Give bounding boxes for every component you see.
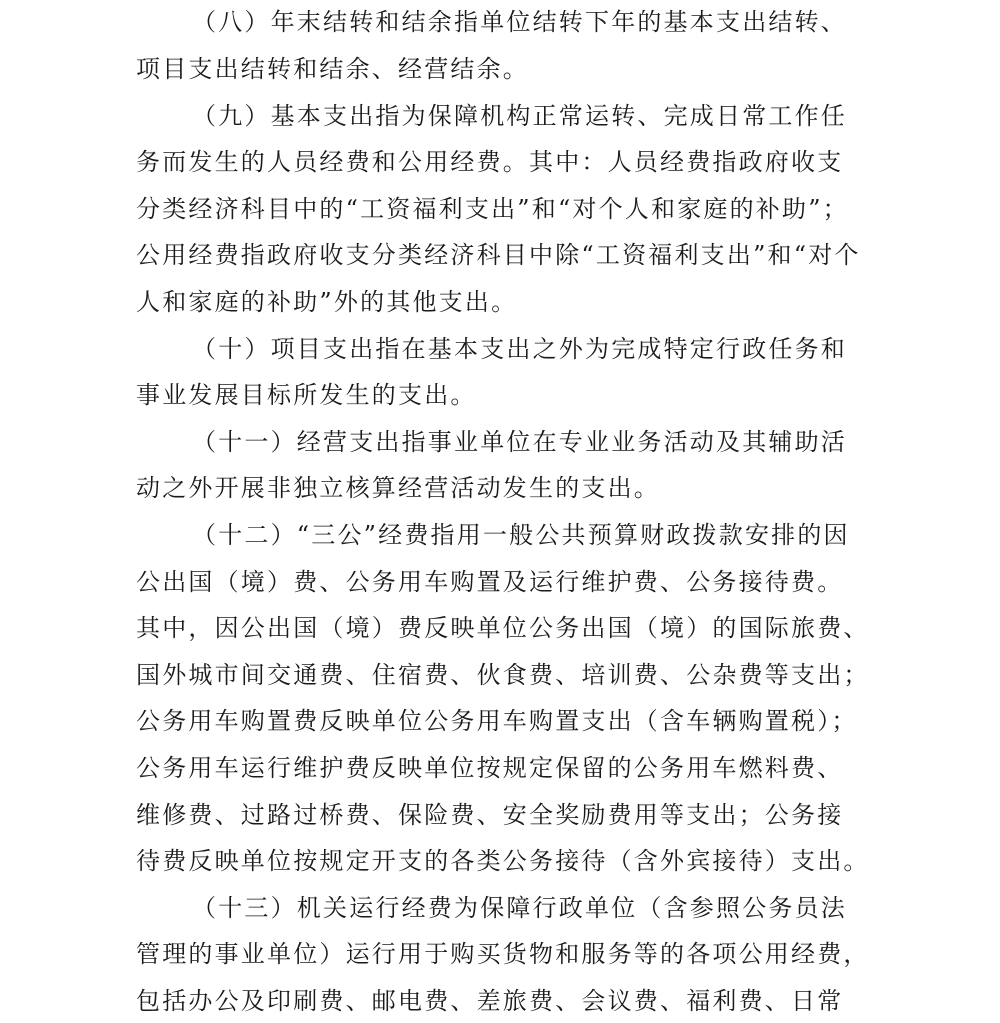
text-line: 务而发生的人员经费和公用经费。其中：人员经费指政府收支 — [136, 148, 844, 176]
text-line: 公用经费指政府收支分类经济科目中除“工资福利支出”和“对个 — [136, 241, 861, 269]
text-line: 公务用车运行维护费反映单位按规定保留的公务用车燃料费、 — [136, 754, 844, 782]
text-line: （十）项目支出指在基本支出之外为完成特定行政任务和 — [192, 335, 847, 363]
text-line: 公出国（境）费、公务用车购置及运行维护费、公务接待费。 — [136, 568, 844, 596]
text-line: 人和家庭的补助”外的其他支出。 — [136, 288, 518, 316]
text-line: 分类经济科目中的“工资福利支出”和“对个人和家庭的补助”； — [136, 195, 849, 223]
text-line: （九）基本支出指为保障机构正常运转、完成日常工作任 — [192, 102, 847, 130]
text-line: 事业发展目标所发生的支出。 — [136, 381, 477, 409]
text-line: 公务用车购置费反映单位公务用车购置支出（含车辆购置税）； — [136, 707, 858, 735]
text-line: （十一）经营支出指事业单位在专业业务活动及其辅助活 — [192, 428, 847, 456]
text-line: 项目支出结转和结余、经营结余。 — [136, 55, 529, 83]
text-line: （十二）“三公”经费指用一般公共预算财政拨款安排的因 — [192, 521, 850, 549]
text-line: 动之外开展非独立核算经营活动发生的支出。 — [136, 474, 660, 502]
text-line: 包括办公及印刷费、邮电费、差旅费、会议费、福利费、日常 — [136, 987, 844, 1015]
text-line: 维修费、过路过桥费、保险费、安全奖励费用等支出；公务接 — [136, 801, 844, 829]
text-line: 其中，因公出国（境）费反映单位公务出国（境）的国际旅费、 — [136, 614, 870, 642]
text-line: 管理的事业单位）运行用于购买货物和服务等的各项公用经费， — [136, 940, 870, 968]
text-line: （八）年末结转和结余指单位结转下年的基本支出结转、 — [192, 8, 847, 36]
text-line: 待费反映单位按规定开支的各类公务接待（含外宾接待）支出。 — [136, 847, 870, 875]
text-line: （十三）机关运行经费为保障行政单位（含参照公务员法 — [192, 894, 847, 922]
text-line: 国外城市间交通费、住宿费、伙食费、培训费、公杂费等支出； — [136, 661, 870, 689]
